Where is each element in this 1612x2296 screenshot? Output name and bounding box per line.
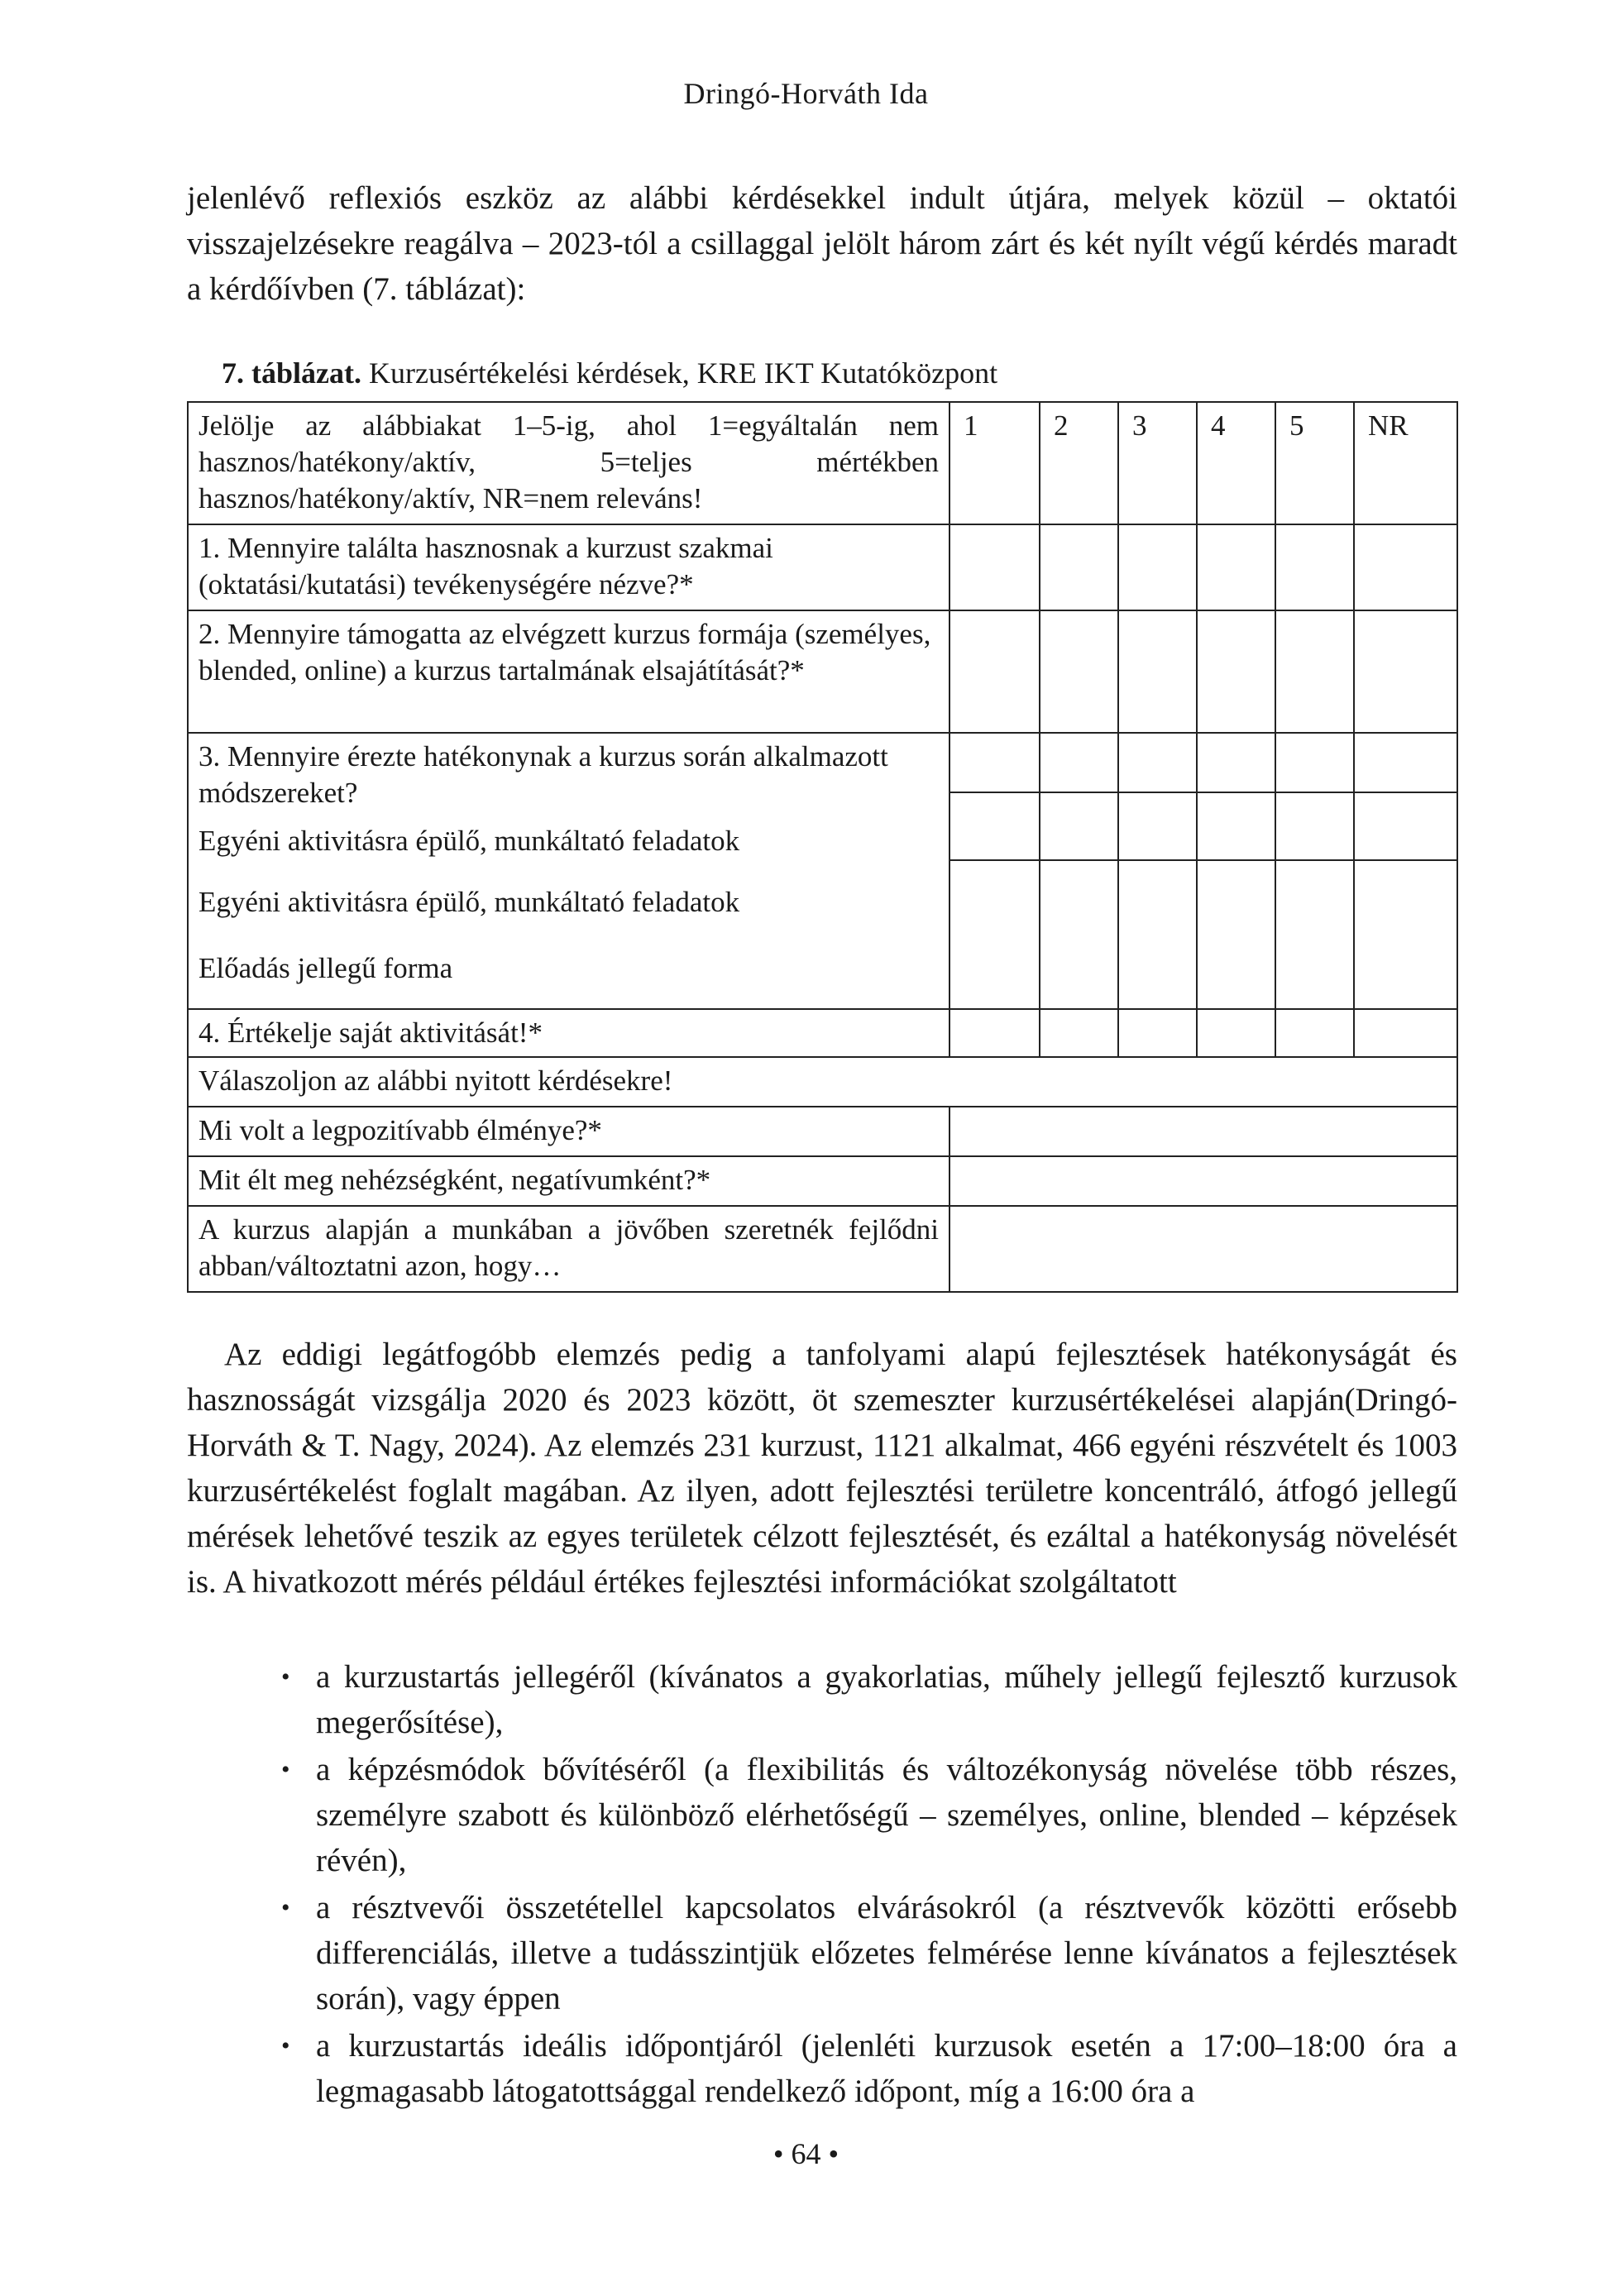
rating-cell[interactable]: [1354, 1009, 1457, 1057]
rating-cell[interactable]: [1354, 524, 1457, 610]
scale-header-4: 4: [1197, 402, 1275, 524]
list-item: • a kurzustartás jellegéről (kívánatos a gyakorlatias, műhely jellegű fejlesztő kurzusok megerősítése),: [273, 1654, 1457, 1745]
rating-cell[interactable]: [1118, 1009, 1197, 1057]
rating-cell[interactable]: [1040, 610, 1118, 733]
open-answer-field[interactable]: [950, 1206, 1457, 1292]
rating-cell[interactable]: [1197, 610, 1275, 733]
rating-cell[interactable]: [1354, 792, 1457, 860]
table-row: [188, 733, 1457, 792]
table-row: [188, 1107, 1457, 1156]
rating-cell[interactable]: [1197, 733, 1275, 792]
rating-cell[interactable]: [1275, 792, 1354, 860]
rating-cell[interactable]: [1118, 524, 1197, 610]
table-caption-text: Kurzusértékelési kérdések, KRE IKT Kutatóközpont: [361, 356, 998, 390]
open-question-1: Mi volt a legpozitívabb élménye?*: [188, 1107, 950, 1156]
rating-cell[interactable]: [1197, 524, 1275, 610]
rating-cell[interactable]: [950, 610, 1040, 733]
table-row: [188, 1057, 1457, 1107]
course-evaluation-table: [187, 401, 1458, 1293]
rating-cell[interactable]: [1040, 860, 1118, 1009]
table-row: [188, 524, 1457, 610]
rating-cell[interactable]: [950, 860, 1040, 1009]
rating-cell[interactable]: [1197, 1009, 1275, 1057]
open-answer-field[interactable]: [950, 1107, 1457, 1156]
rating-cell[interactable]: [1197, 792, 1275, 860]
scale-header-3: 3: [1118, 402, 1197, 524]
question-3: [188, 733, 950, 1009]
rating-cell[interactable]: [1275, 733, 1354, 792]
question-1: 1. Mennyire találta hasznosnak a kurzust szakmai (oktatási/kutatási) tevékenységére nézve?*: [188, 524, 950, 610]
rating-cell[interactable]: [1275, 860, 1354, 1009]
table-row: [188, 1156, 1457, 1206]
table-row: [188, 1009, 1457, 1057]
table-header-row: [188, 402, 1457, 524]
rating-cell[interactable]: [1275, 610, 1354, 733]
intro-paragraph: jelenlévő reflexiós eszköz az alábbi kérdésekkel indult útjára, melyek közül – oktatói visszajelzésekre reagálva – 2023-tól a csillaggal jelölt három zárt és két nyílt végű kérdés maradt a kérdőívben (7. táblázat):: [187, 180, 1457, 307]
table-caption: [222, 356, 997, 390]
question-4: 4. Értékelje saját aktivitását!*: [188, 1009, 950, 1057]
body-paragraph: [187, 1332, 1457, 1605]
table-caption-label: 7. táblázat.: [222, 356, 361, 390]
question-3-text: 3. Mennyire érezte hatékonynak a kurzus során alkalmazott módszereket?: [199, 740, 888, 809]
table-row: [188, 610, 1457, 733]
rating-cell[interactable]: [1040, 733, 1118, 792]
rating-cell[interactable]: [950, 524, 1040, 610]
rating-cell[interactable]: [1354, 610, 1457, 733]
rating-cell[interactable]: [1197, 860, 1275, 1009]
rating-cell[interactable]: [1040, 524, 1118, 610]
open-answer-field[interactable]: [950, 1156, 1457, 1206]
rating-cell[interactable]: [950, 792, 1040, 860]
rating-cell[interactable]: [1118, 733, 1197, 792]
rating-cell[interactable]: [1275, 524, 1354, 610]
rating-cell[interactable]: [1275, 1009, 1354, 1057]
open-question-3: A kurzus alapján a munkában a jövőben szeretnék fejlődni abban/változtatni azon, hogy…: [188, 1206, 950, 1292]
scale-header-nr: NR: [1354, 402, 1457, 524]
rating-cell[interactable]: [1118, 792, 1197, 860]
bullet-list: [273, 1654, 1457, 2116]
rating-cell[interactable]: [950, 1009, 1040, 1057]
question-3-option-1: Egyéni aktivitásra épülő, munkáltató feladatok: [199, 825, 740, 857]
rating-cell[interactable]: [950, 733, 1040, 792]
open-question-2: Mit élt meg nehézségként, negatívumként?*: [188, 1156, 950, 1206]
instruction-cell: Jelölje az alábbiakat 1–5-ig, ahol 1=egyáltalán nem hasznos/hatékony/aktív, 5=teljes mértékben hasznos/hatékony/aktív, NR=nem releváns!: [188, 402, 950, 524]
scale-header-1: 1: [950, 402, 1040, 524]
list-item: • a résztvevői összetétellel kapcsolatos elvárásokról (a résztvevők közötti erősebb differenciálás, illetve a tudásszintjük előzetes felmérése lenne kívánatos a fejlesztések során), vagy éppen: [273, 1885, 1457, 2021]
scale-header-5: 5: [1275, 402, 1354, 524]
rating-cell[interactable]: [1354, 860, 1457, 1009]
rating-cell[interactable]: [1040, 1009, 1118, 1057]
scale-header-2: 2: [1040, 402, 1118, 524]
list-item: • a kurzustartás ideális időpontjáról (jelenléti kurzusok esetén a 17:00–18:00 óra a legmagasabb látogatottsággal rendelkező időpont, míg a 16:00 óra a: [273, 2023, 1457, 2114]
list-item: • a képzésmódok bővítéséről (a flexibilitás és változékonyság növelése több részes, személyre szabott és különböző elérhetőségű – személyes, online, blended – képzések révén),: [273, 1747, 1457, 1883]
rating-cell[interactable]: [1118, 860, 1197, 1009]
open-questions-instruction: Válaszoljon az alábbi nyitott kérdésekre!: [188, 1057, 1457, 1107]
rating-cell[interactable]: [1354, 733, 1457, 792]
question-2: 2. Mennyire támogatta az elvégzett kurzus formája (személyes, blended, online) a kurzus tartalmának elsajátítását?*: [188, 610, 950, 733]
body-paragraph-text: Az eddigi legátfogóbb elemzés pedig a tanfolyami alapú fejlesztések hatékonyságát és hasznosságát vizsgálja 2020 és 2023 között, öt szemeszter kurzusértékelései alapján(Dringó-Horváth & T. Nagy, 2024). Az elemzés 231 kurzust, 1121 alkalmat, 466 egyéni részvételt és 1003 kurzusértékelést foglalt magában. Az ilyen, adott fejlesztési területre koncentráló, átfogó jellegű mérések lehetővé teszik az egyes területek célzott fejlesztését, és ezáltal a hatékonyság növelését is. A hivatkozott mérés például értékes fejlesztési információkat szolgáltatott: [187, 1337, 1457, 1600]
page-number: • 64 •: [773, 2137, 839, 2170]
rating-cell[interactable]: [1040, 792, 1118, 860]
question-3-option-3: Előadás jellegű forma: [199, 952, 453, 984]
running-header: Dringó-Horváth Ida: [683, 77, 929, 110]
question-3-option-2: Egyéni aktivitásra épülő, munkáltató feladatok: [199, 886, 740, 918]
table-row: [188, 1206, 1457, 1292]
rating-cell[interactable]: [1118, 610, 1197, 733]
